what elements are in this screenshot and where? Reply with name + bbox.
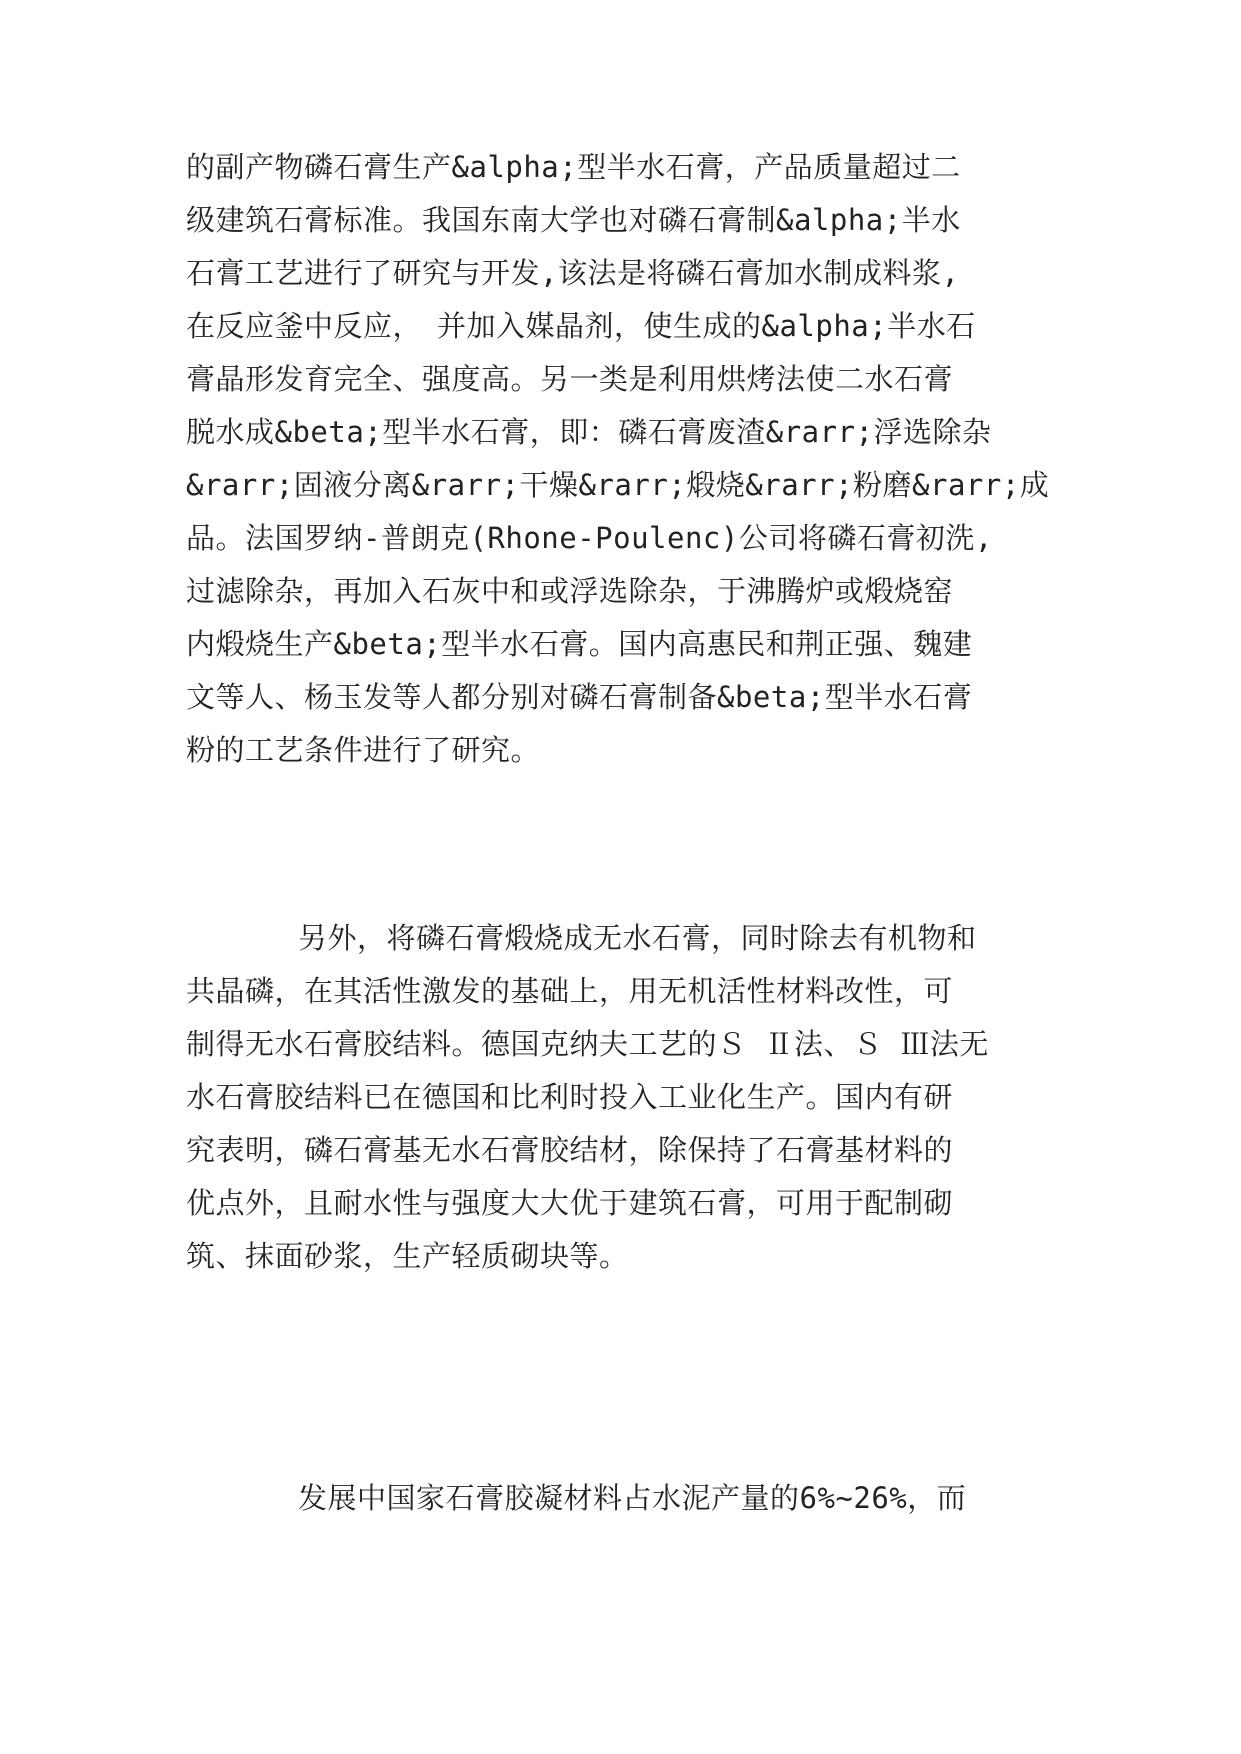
text-line: 过滤除杂，再加入石灰中和或浮选除杂，于沸腾炉或煅烧窑	[186, 574, 954, 608]
text-line: 共晶磷，在其活性激发的基础上，用无机活性材料改性，可	[186, 974, 954, 1008]
text-line: 级建筑石膏标准。我国东南大学也对磷石膏制&alpha;半水	[186, 203, 961, 237]
text-line: 粉的工艺条件进行了研究。	[186, 733, 541, 767]
text-line: 制得无水石膏胶结料。德国克纳夫工艺的Ｓ Ⅱ法、Ｓ Ⅲ法无	[186, 1027, 989, 1061]
text-line: 发展中国家石膏胶凝材料占水泥产量的6%~26%，而	[298, 1481, 967, 1515]
text-line: 文等人、杨玉发等人都分别对磷石膏制备&beta;型半水石膏	[186, 680, 973, 714]
text-line: 品。法国罗纳-普朗克(Rhone-Poulenc)公司将磷石膏初洗,	[186, 521, 993, 555]
text-line: 水石膏胶结料已在德国和比利时投入工业化生产。国内有研	[186, 1080, 954, 1114]
text-line: 究表明，磷石膏基无水石膏胶结材，除保持了石膏基材料的	[186, 1133, 954, 1167]
text-line: 脱水成&beta;型半水石膏，即：磷石膏废渣&rarr;浮选除杂	[186, 415, 992, 449]
text-line: &rarr;固液分离&rarr;干燥&rarr;煅烧&rarr;粉磨&rarr;成	[186, 468, 1050, 502]
text-line: 石膏工艺进行了研究与开发,该法是将磷石膏加水制成料浆,	[186, 256, 960, 290]
text-line: 膏晶形发育完全、强度高。另一类是利用烘烤法使二水石膏	[186, 362, 954, 396]
text-line: 在反应釜中反应， 并加入媒晶剂，使生成的&alpha;半水石	[186, 309, 976, 343]
text-line: 内煅烧生产&beta;型半水石膏。国内高惠民和荆正强、魏建	[186, 627, 973, 661]
text-line: 的副产物磷石膏生产&alpha;型半水石膏，产品质量超过二	[186, 150, 961, 184]
text-line: 优点外，且耐水性与强度大大优于建筑石膏，可用于配制砌	[186, 1186, 954, 1220]
text-line: 筑、抹面砂浆，生产轻质砌块等。	[186, 1239, 629, 1273]
text-line: 另外，将磷石膏煅烧成无水石膏，同时除去有机物和	[298, 921, 977, 955]
